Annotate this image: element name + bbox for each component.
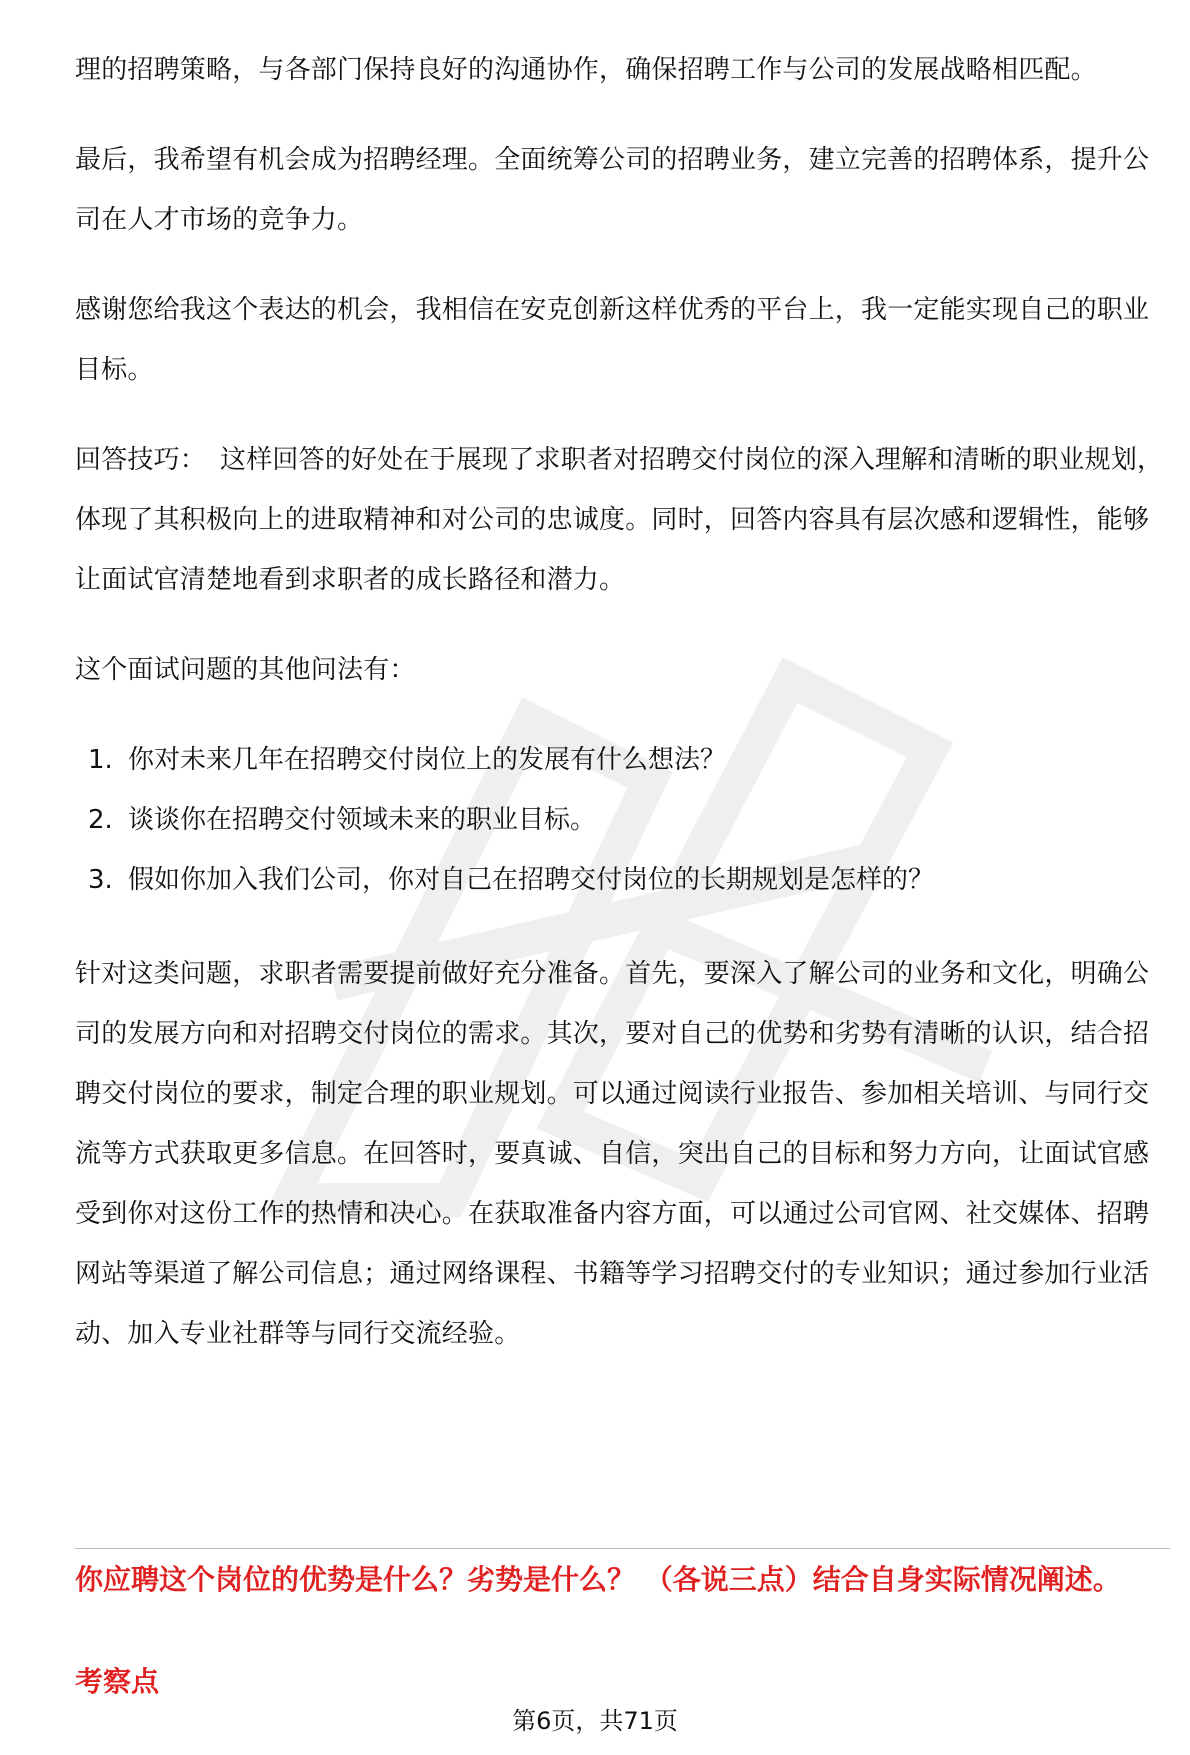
paragraph-goal: 最后，我希望有机会成为招聘经理。全面统筹公司的招聘业务，建立完善的招聘体系，提升公司在人才市场的竞争力。 [75,145,1150,235]
alternative-questions-intro: 这个面试问题的其他问法有： [75,655,416,685]
paragraph-answer-tips [75,430,1165,610]
list-item-text: 谈谈你在招聘交付领域未来的职业目标。 [128,805,597,835]
list-item [75,730,1165,790]
list-item-text: 你对未来几年在招聘交付岗位上的发展有什么想法？ [128,745,727,775]
section-divider [75,1548,1170,1549]
list-item-text: 假如你加入我们公司，你对自己在招聘交付岗位的长期规划是怎样的？ [128,865,935,895]
paragraph-strategy: 理的招聘策略，与各部门保持良好的沟通协作，确保招聘工作与公司的发展战略相匹配。 [75,55,1097,85]
answer-tips-text: 这样回答的好处在于展现了求职者对招聘交付岗位的深入理解和清晰的职业规划，体现了其积极向上的进取精神和对公司的忠诚度。同时，回答内容具有层次感和逻辑性，能够让面试官清楚地看到求职者的成长路径和潜力。 [75,445,1164,595]
answer-tips-label: 回答技巧： [75,445,207,475]
list-item-number: 1. [88,745,113,775]
list-item [75,790,1165,850]
next-question-heading: 你应聘这个岗位的优势是什么？劣势是什么？ （各说三点）结合自身实际情况阐述。 [75,1563,1121,1596]
list-item-number: 2. [88,805,113,835]
assessment-point-heading: 考察点 [75,1665,160,1698]
paragraph-thanks: 感谢您给我这个表达的机会，我相信在安克创新这样优秀的平台上，我一定能实现自己的职业目标。 [75,295,1150,385]
page-number-footer: 第6页，共71页 [512,1707,678,1735]
paragraph-preparation-advice: 针对这类问题，求职者需要提前做好充分准备。首先，要深入了解公司的业务和文化，明确公司的发展方向和对招聘交付岗位的需求。其次，要对自己的优势和劣势有清晰的认识，结合招聘交付岗位的要求，制定合理的职业规划。可以通过阅读行业报告、参加相关培训、与同行交流等方式获取更多信息。在回答时，要真诚、自信，突出自己的目标和努力方向，让面试官感受到你对这份工作的热情和决心。在获取准备内容方面，可以通过公司官网、社交媒体、招聘网站等渠道了解公司信息；通过网络课程、书籍等学习招聘交付的专业知识；通过参加行业活动、加入专业社群等与同行交流经验。 [75,959,1150,1349]
body-content [75,40,1165,1394]
alternative-questions-list [75,730,1165,910]
list-item [75,850,1165,910]
list-item-number: 3. [88,865,113,895]
